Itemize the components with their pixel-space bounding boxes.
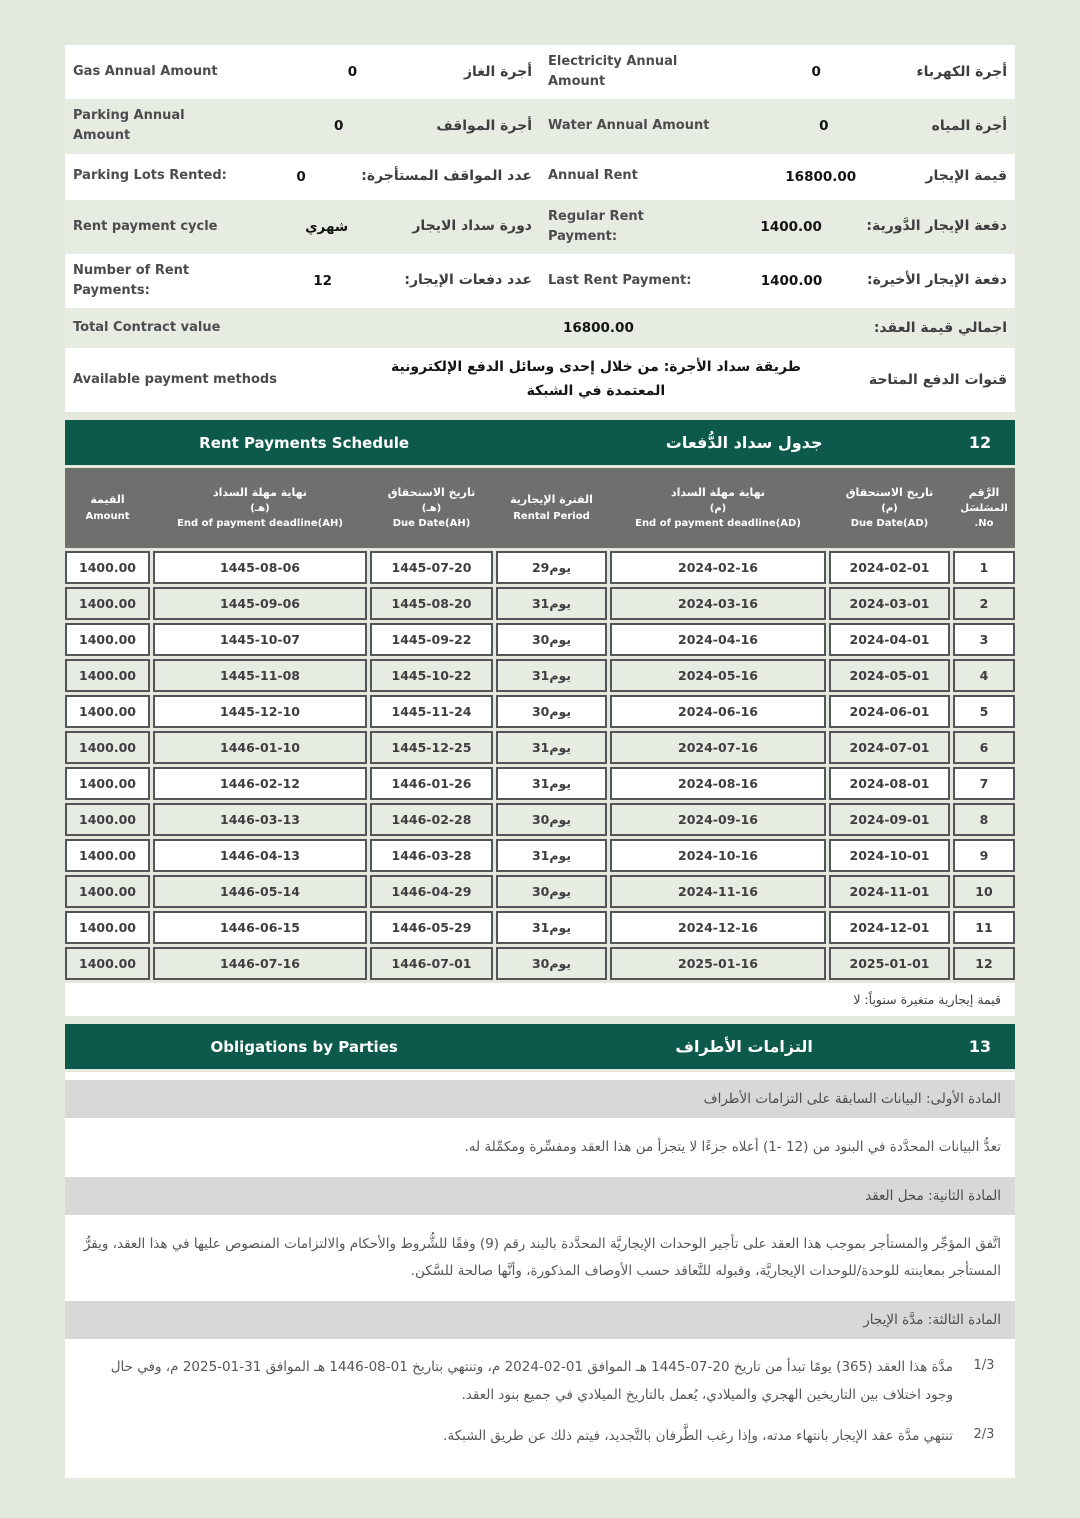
- article-2-heading: المادة الثانية: محل العقد: [65, 1177, 1015, 1215]
- field-label-ar: اجمالي قيمة العقد:: [873, 319, 1007, 336]
- field-label-en: Number of Rent Payments:: [73, 262, 190, 298]
- table-cell-end_ah: 1445-10-07: [153, 623, 367, 656]
- table-cell-due_ah: 1445-12-25: [370, 731, 493, 764]
- header-cell: [610, 484, 826, 533]
- header-label-en: .No: [974, 518, 994, 530]
- field-label-ar: قنوات الدفع المتاحة: [868, 371, 1007, 388]
- clause-number: 1/3: [973, 1358, 995, 1374]
- header-label-ar: تاريخ الاستحقاق: [845, 485, 934, 499]
- table-cell-due_ah: 1445-07-20: [370, 551, 493, 584]
- table-cell-no: 9: [953, 839, 1015, 872]
- header-cell: [829, 484, 950, 533]
- table-cell-due_ad: 2024-09-01: [829, 803, 950, 836]
- table-cell-due_ad: 2024-07-01: [829, 731, 950, 764]
- article-1-body-post: أعلاه جزءًا لا يتجزأ من هذا العقد ومفسِّرة ومكمِّلة له.: [464, 1139, 763, 1156]
- table-cell-period: 30يوم: [496, 623, 607, 656]
- table-row: [65, 911, 1015, 944]
- table-cell-period: 30يوم: [496, 875, 607, 908]
- table-cell-due_ad: 2024-04-01: [829, 623, 950, 656]
- field-label-en: Last Rent Payment:: [548, 272, 692, 288]
- table-cell-end_ah: 1446-05-14: [153, 875, 367, 908]
- table-row: [65, 947, 1015, 980]
- table-cell-due_ad: 2024-12-01: [829, 911, 950, 944]
- field-value: طريقة سداد الأجرة: من خلال إحدى وسائل الدفع الإلكترونية المعتمدة في الشبكة: [390, 359, 801, 400]
- table-cell-due_ad: 2024-03-01: [829, 587, 950, 620]
- table-cell-amount: 1400.00: [65, 587, 150, 620]
- table-cell-end_ah: 1446-02-12: [153, 767, 367, 800]
- obligations-section-header: [65, 1024, 1015, 1069]
- table-cell-end_ad: 2024-04-16: [610, 623, 826, 656]
- header-label-ar: نهاية مهلة السداد: [670, 485, 766, 499]
- field-value: 0: [347, 64, 358, 81]
- field-label-ar: دورة سداد الايجار: [412, 218, 532, 235]
- table-cell-amount: 1400.00: [65, 911, 150, 944]
- field-label-en: Water Annual Amount: [548, 118, 710, 134]
- article-1-body-pre: تعدُّ البيانات المحدَّدة في البنود من: [808, 1139, 1001, 1156]
- section-title-en: Rent Payments Schedule: [199, 433, 410, 452]
- table-row: [65, 551, 1015, 584]
- table-cell-due_ah: 1446-01-26: [370, 767, 493, 800]
- summary-field: [65, 99, 540, 153]
- summary-field: [65, 45, 540, 99]
- field-value: 1400.00: [760, 272, 823, 289]
- table-row: [65, 875, 1015, 908]
- article-3-heading: المادة الثالثة: مدَّة الإيجار: [65, 1301, 1015, 1339]
- table-cell-end_ah: 1446-07-16: [153, 947, 367, 980]
- table-cell-end_ad: 2024-09-16: [610, 803, 826, 836]
- table-cell-amount: 1400.00: [65, 695, 150, 728]
- table-cell-no: 8: [953, 803, 1015, 836]
- table-cell-end_ad: 2024-08-16: [610, 767, 826, 800]
- table-cell-end_ah: 1446-04-13: [153, 839, 367, 872]
- table-cell-period: 31يوم: [496, 659, 607, 692]
- table-cell-due_ad: 2024-10-01: [829, 839, 950, 872]
- field-label-ar: أجرة الغاز: [463, 63, 532, 80]
- summary-row: [65, 154, 1015, 200]
- payments-table: [65, 468, 1015, 1016]
- table-cell-due_ah: 1445-08-20: [370, 587, 493, 620]
- summary-row: [65, 45, 1015, 99]
- clause-text: مدَّة هذا العقد (365) يومًا تبدأ من تاريخ 20-07-1445 هـ الموافق 01-02-2024 م، وتنتهي بتاريخ 01-08-1446 هـ الموافق 31-01-2025 م، وفي حال وجود اختلاف بين التاريخين الهجري والميلادي، يُعمل بالتاريخ الميلادي في جميع بنود العقد.: [110, 1359, 953, 1404]
- header-label-en: End of payment deadline(AH): [177, 518, 343, 530]
- table-cell-no: 2: [953, 587, 1015, 620]
- table-cell-no: 7: [953, 767, 1015, 800]
- table-cell-due_ah: 1446-07-01: [370, 947, 493, 980]
- table-cell-period: 31يوم: [496, 767, 607, 800]
- field-label-ar: دفعة الإيجار الدَّورية:: [866, 218, 1007, 235]
- variable-rent-note: قيمة إيجارية متغيرة سنوياً: لا: [65, 983, 1015, 1016]
- summary-field: [65, 154, 540, 200]
- header-label-ar: الفترة الإيجارية: [510, 493, 593, 507]
- table-cell-due_ah: 1445-11-24: [370, 695, 493, 728]
- summary-field: [540, 99, 1015, 153]
- table-cell-end_ad: 2024-06-16: [610, 695, 826, 728]
- field-value: 16800.00: [562, 320, 634, 337]
- header-cell: [496, 491, 607, 525]
- summary-field: [540, 45, 1015, 99]
- table-cell-end_ad: 2024-12-16: [610, 911, 826, 944]
- article-2-body: اتَّفق المؤجِّر والمستأجر بموجب هذا العقد على تأجير الوحدات الإيجاريَّة المحدَّدة بالبند رقم (9) وفقًا للشُّروط والأحكام والالتزامات المنصوص عليها في هذا العقد، ويقرُّ المستأجر بمعاينته للوحدة/للوحدات الإيجاريَّة، وقبوله للتَّعاقد حسب الأوصاف المذكورة، وأنَّها صالحة للسَّكن.: [65, 1219, 1015, 1297]
- field-label-en: Parking Annual Amount: [73, 108, 185, 144]
- header-cell: [65, 491, 150, 525]
- field-value: 0: [811, 64, 821, 81]
- table-row: [65, 731, 1015, 764]
- section-title-ar: جدول سداد الدُّفعات: [665, 433, 823, 453]
- section-number: 13: [968, 1037, 992, 1057]
- header-label-ar: تاريخ الاستحقاق: [387, 485, 476, 499]
- clause-text: تنتهي مدَّة عقد الإيجار بانتهاء مدته، وإذا رغب الطَّرفان بالتَّجديد، فيتم ذلك عن طريق الشبكة.: [443, 1427, 953, 1444]
- field-value: 0: [334, 118, 344, 135]
- clause-row: [79, 1353, 1001, 1410]
- section-title-en: Obligations by Parties: [210, 1037, 398, 1056]
- field-label-ar: أجرة المواقف: [436, 117, 532, 134]
- table-cell-due_ah: 1446-05-29: [370, 911, 493, 944]
- field-value: 0: [819, 118, 829, 135]
- table-cell-end_ad: 2024-07-16: [610, 731, 826, 764]
- table-cell-amount: 1400.00: [65, 731, 150, 764]
- field-label-en: Electricity Annual Amount: [548, 54, 678, 90]
- article-1-body: [65, 1122, 1015, 1173]
- table-cell-amount: 1400.00: [65, 551, 150, 584]
- header-cell: [953, 484, 1015, 533]
- summary-field: [540, 200, 1015, 254]
- table-row: [65, 839, 1015, 872]
- field-label-ar: عدد دفعات الإيجار:: [404, 272, 532, 289]
- field-label-ar: أجرة الكهرباء: [916, 63, 1007, 80]
- table-cell-amount: 1400.00: [65, 803, 150, 836]
- header-label-en: Amount: [85, 510, 130, 522]
- header-label-en: End of payment deadline(AD): [635, 518, 801, 530]
- table-cell-due_ad: 2024-06-01: [829, 695, 950, 728]
- header-label-en: Due Date(AD): [850, 518, 929, 530]
- header-label-en: Due Date(AH): [392, 518, 471, 530]
- summary-field: [65, 200, 540, 254]
- table-cell-amount: 1400.00: [65, 875, 150, 908]
- field-label-en: Regular Rent Payment:: [548, 208, 644, 244]
- table-cell-period: 31يوم: [496, 731, 607, 764]
- table-cell-no: 11: [953, 911, 1015, 944]
- table-cell-end_ah: 1446-03-13: [153, 803, 367, 836]
- header-label-sub: المسَلسَل: [960, 503, 1008, 515]
- table-cell-end_ah: 1445-11-08: [153, 659, 367, 692]
- table-cell-period: 30يوم: [496, 695, 607, 728]
- summary-field: [65, 254, 540, 308]
- table-row: [65, 767, 1015, 800]
- payments-table-header: [65, 468, 1015, 548]
- table-cell-no: 6: [953, 731, 1015, 764]
- table-cell-due_ad: 2024-08-01: [829, 767, 950, 800]
- header-cell: [153, 484, 367, 533]
- table-cell-due_ah: 1445-10-22: [370, 659, 493, 692]
- table-row: [65, 587, 1015, 620]
- header-label-ar: الرَّقم: [968, 485, 1000, 499]
- payment-methods-row: [65, 348, 1015, 412]
- table-cell-due_ah: 1446-02-28: [370, 803, 493, 836]
- field-label-en: Available payment methods: [73, 372, 277, 388]
- section-title-ar: التزامات الأطراف: [675, 1037, 813, 1057]
- table-cell-due_ah: 1445-09-22: [370, 623, 493, 656]
- table-row: [65, 695, 1015, 728]
- clause-number: 2/3: [973, 1426, 995, 1442]
- table-cell-end_ah: 1446-01-10: [153, 731, 367, 764]
- article-1-body-range: (1- 12): [762, 1139, 809, 1156]
- table-cell-due_ad: 2024-05-01: [829, 659, 950, 692]
- header-label-ar: القيمة: [90, 493, 125, 507]
- header-label-en: Rental Period: [513, 510, 590, 522]
- header-label-sub: (م): [709, 503, 727, 515]
- table-cell-end_ad: 2024-11-16: [610, 875, 826, 908]
- field-label-ar: عدد المواقف المستأجرة:: [361, 168, 532, 185]
- article-1-heading: المادة الأولى: البيانات السابقة على التزامات الأطراف: [65, 1080, 1015, 1118]
- summary-field: [540, 154, 1015, 200]
- table-cell-end_ah: 1445-12-10: [153, 695, 367, 728]
- table-row: [65, 623, 1015, 656]
- field-label-ar: قيمة الإيجار: [925, 168, 1007, 185]
- field-value: 1400.00: [760, 218, 822, 235]
- table-cell-amount: 1400.00: [65, 659, 150, 692]
- header-label-sub: (هـ): [421, 503, 442, 515]
- field-value: 0: [296, 168, 306, 185]
- field-label-en: Annual Rent: [548, 168, 638, 184]
- table-cell-end_ad: 2024-03-16: [610, 587, 826, 620]
- table-cell-period: 29يوم: [496, 551, 607, 584]
- field-label-en: Gas Annual Amount: [73, 64, 218, 80]
- table-cell-due_ad: 2024-11-01: [829, 875, 950, 908]
- rent-schedule-section-header: [65, 420, 1015, 465]
- field-value: شهري: [305, 218, 349, 235]
- table-cell-no: 4: [953, 659, 1015, 692]
- table-cell-end_ah: 1445-09-06: [153, 587, 367, 620]
- table-cell-no: 1: [953, 551, 1015, 584]
- table-cell-end_ad: 2024-05-16: [610, 659, 826, 692]
- table-cell-period: 30يوم: [496, 803, 607, 836]
- table-cell-period: 31يوم: [496, 587, 607, 620]
- table-cell-no: 12: [953, 947, 1015, 980]
- field-label-en: Total Contract value: [73, 320, 221, 336]
- total-contract-row: [65, 308, 1015, 348]
- section-number: 12: [968, 433, 992, 453]
- field-value: 12: [313, 272, 333, 289]
- summary-row: [65, 200, 1015, 254]
- field-value: 16800.00: [785, 168, 857, 185]
- table-cell-no: 3: [953, 623, 1015, 656]
- header-label-sub: (م): [881, 503, 898, 515]
- header-cell: [370, 484, 493, 533]
- summary-row: [65, 99, 1015, 153]
- table-cell-period: 31يوم: [496, 839, 607, 872]
- article-3-clauses: [65, 1343, 1015, 1464]
- clause-row: [79, 1422, 1001, 1450]
- table-cell-end_ad: 2024-10-16: [610, 839, 826, 872]
- contract-financial-summary: [65, 45, 1015, 412]
- table-cell-period: 30يوم: [496, 947, 607, 980]
- table-cell-end_ah: 1446-06-15: [153, 911, 367, 944]
- table-cell-amount: 1400.00: [65, 839, 150, 872]
- table-cell-due_ah: 1446-04-29: [370, 875, 493, 908]
- field-label-ar: دفعة الإيجار الأخيرة:: [867, 272, 1007, 289]
- table-cell-amount: 1400.00: [65, 947, 150, 980]
- table-cell-period: 31يوم: [496, 911, 607, 944]
- obligations-body: [65, 1072, 1015, 1478]
- header-label-sub: (هـ): [250, 503, 270, 515]
- field-label-en: Parking Lots Rented:: [73, 168, 227, 184]
- table-cell-end_ad: 2024-02-16: [610, 551, 826, 584]
- payments-table-body: [65, 551, 1015, 980]
- summary-field: [540, 254, 1015, 308]
- table-cell-due_ah: 1446-03-28: [370, 839, 493, 872]
- table-cell-end_ah: 1445-08-06: [153, 551, 367, 584]
- table-cell-amount: 1400.00: [65, 623, 150, 656]
- table-row: [65, 803, 1015, 836]
- summary-rows: [65, 45, 1015, 308]
- table-cell-no: 5: [953, 695, 1015, 728]
- table-cell-due_ad: 2024-02-01: [829, 551, 950, 584]
- summary-row: [65, 254, 1015, 308]
- table-cell-no: 10: [953, 875, 1015, 908]
- header-label-ar: نهاية مهلة السداد: [212, 485, 308, 499]
- field-label-en: Rent payment cycle: [73, 218, 218, 234]
- table-row: [65, 659, 1015, 692]
- table-cell-amount: 1400.00: [65, 767, 150, 800]
- table-cell-due_ad: 2025-01-01: [829, 947, 950, 980]
- field-label-ar: أجرة المياه: [931, 117, 1007, 134]
- table-cell-end_ad: 2025-01-16: [610, 947, 826, 980]
